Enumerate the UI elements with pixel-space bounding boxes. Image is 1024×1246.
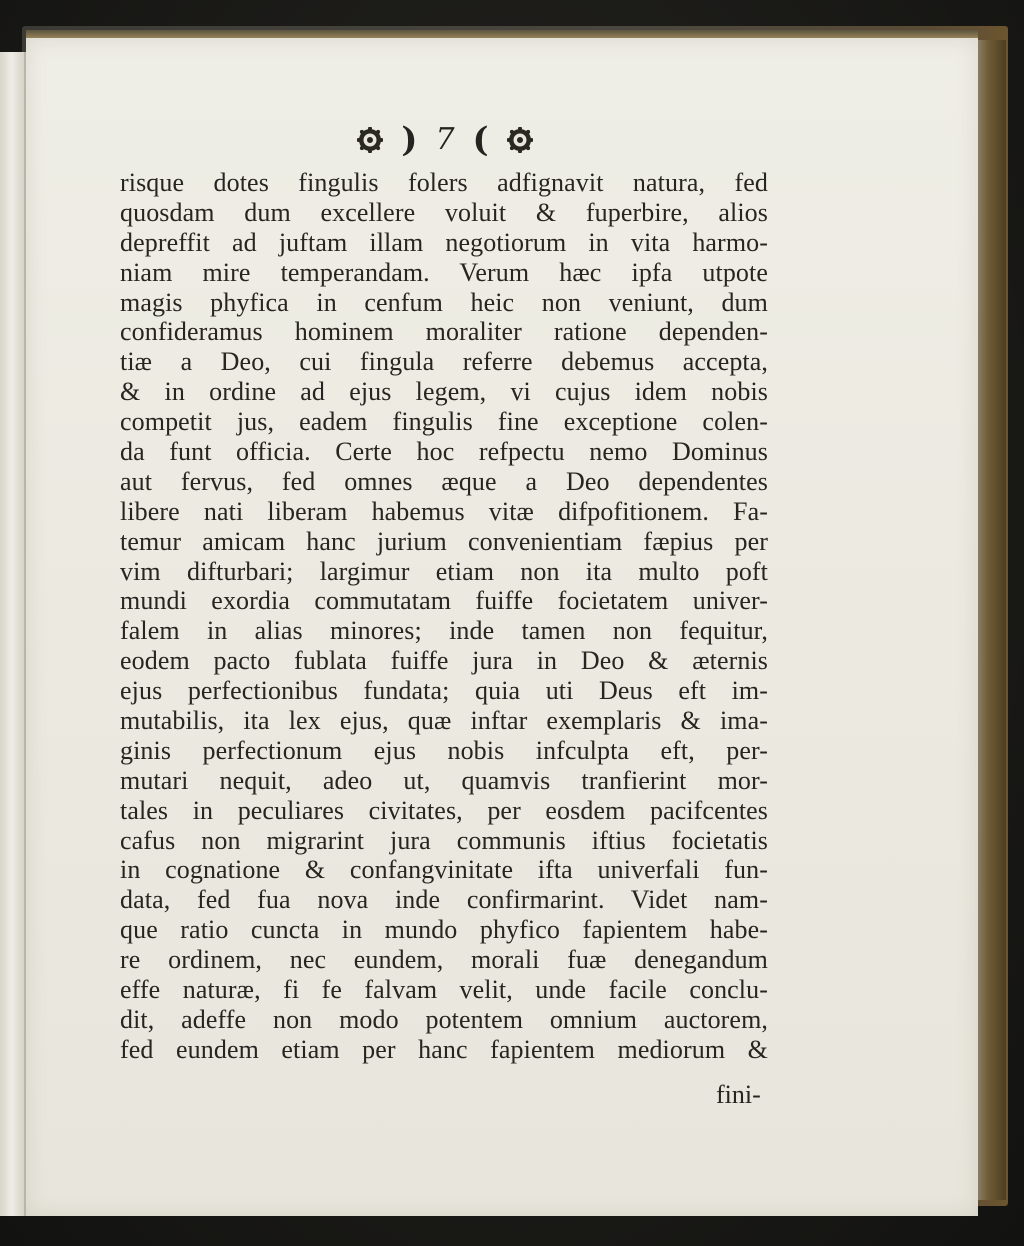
text-line: & in ordine ad ejus legem, vi cujus idem nobis — [120, 377, 768, 407]
page-number: 7 — [435, 122, 455, 157]
text-line: effe naturæ, fi fe falvam velit, unde facile conclu- — [120, 975, 768, 1005]
text-line: ginis perfectionum ejus nobis infculpta eft, per- — [120, 735, 768, 765]
text-line: confideramus hominem moraliter ratione dependen- — [120, 317, 768, 347]
text-line: vim difturbari; largimur etiam non ita multo poft — [120, 556, 768, 586]
text-line: competit jus, eadem fingulis fine exceptione colen- — [120, 407, 768, 437]
rosette-icon — [507, 127, 533, 153]
text-line: mutari nequit, adeo ut, quamvis tranfierint mor- — [120, 765, 768, 795]
text-line: quosdam dum excellere voluit & fuperbire, alios — [120, 197, 768, 227]
text-line: risque dotes fingulis folers adfignavit natura, fed — [120, 168, 768, 197]
text-line: in cognatione & confangvinitate ifta univerfali fun- — [120, 855, 768, 885]
text-line: aut fervus, fed omnes æque a Deo dependentes — [120, 466, 768, 496]
text-line: eodem pacto fublata fuiffe jura in Deo & æternis — [120, 646, 768, 676]
text-line: depreffit ad juftam illam negotiorum in vita harmo- — [120, 227, 768, 257]
header-left-paren: ) — [401, 120, 418, 160]
catchword: fini- — [716, 1080, 761, 1109]
text-line: dit, adeffe non modo potentem omnium auctorem, — [120, 1004, 768, 1034]
text-line: da funt officia. Certe hoc refpectu nemo Dominus — [120, 437, 768, 467]
text-line: libere nati liberam habemus vitæ difpofitionem. Fa- — [120, 496, 768, 526]
text-line: temur amicam hanc jurium convenientiam fæpius per — [120, 526, 768, 556]
text-line: re ordinem, nec eundem, morali fuæ denegandum — [120, 945, 768, 975]
text-line: mutabilis, ita lex ejus, quæ inftar exemplaris & ima- — [120, 706, 768, 736]
text-line: que ratio cuncta in mundo phyfico fapientem habe- — [120, 915, 768, 945]
text-line: mundi exordia commutatam fuiffe focietatem univer- — [120, 586, 768, 616]
rosette-icon — [357, 127, 383, 153]
text-line: ejus perfectionibus fundata; quia uti Deus eft im- — [120, 676, 768, 706]
book-right-edge — [976, 40, 1006, 1200]
text-line: tiæ a Deo, cui fingula referre debemus accepta, — [120, 347, 768, 377]
text-line: magis phyfica in cenfum heic non veniunt, dum — [120, 287, 768, 317]
text-line: data, fed fua nova inde confirmarint. Videt nam- — [120, 885, 768, 915]
body-text — [120, 168, 768, 1065]
text-line: cafus non migrarint jura communis iftius focietatis — [120, 825, 768, 855]
header-right-paren: ( — [472, 120, 489, 160]
text-line: falem in alias minores; inde tamen non fequitur, — [120, 616, 768, 646]
page-leaves-left — [0, 52, 26, 1216]
text-line: niam mire temperandam. Verum hæc ipfa utpote — [120, 257, 768, 287]
page-header — [330, 120, 560, 160]
text-line: tales in peculiares civitates, per eosdem pacifcentes — [120, 795, 768, 825]
text-line: fed eundem etiam per hanc fapientem mediorum & — [120, 1034, 768, 1064]
